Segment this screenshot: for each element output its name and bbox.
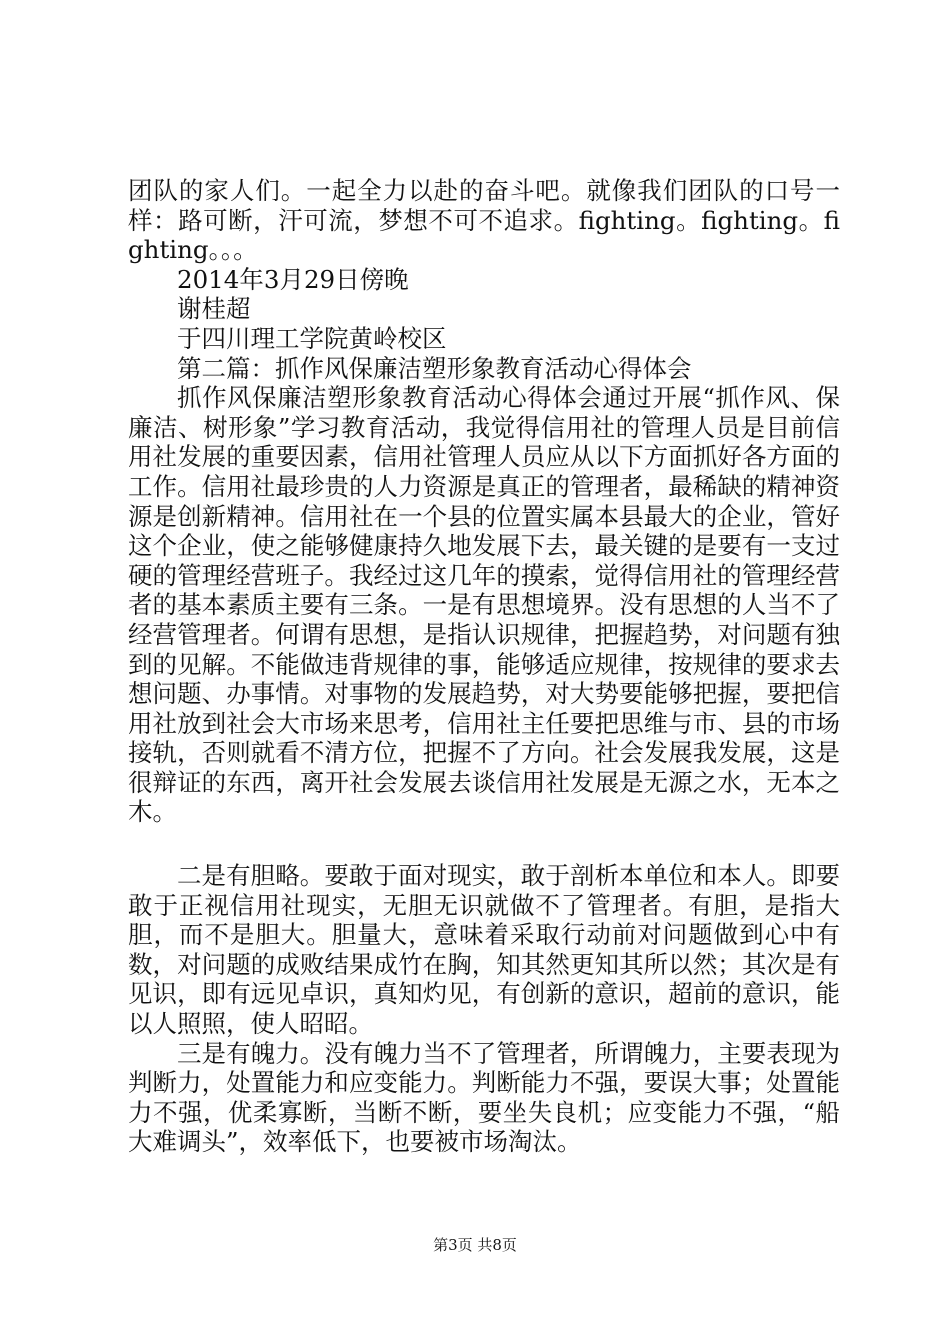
section-title: 第二篇：抓作风保廉洁塑形象教育活动心得体会 bbox=[177, 353, 692, 383]
paragraph-body-1: 抓作风保廉洁塑形象教育活动心得体会通过开展“抓作风、保廉洁、树形象”学习教育活动，我觉得信用社的管理人员是目前信用社发展的重要因素，信用社管理人员应从以下方面抓好各方面的工作。信用社最珍贵的人力资源是真正的管理者，最稀缺的精神资源是创新精神。信用社在一个县的位置实属本县最大的企业，管好这个企业，使之能够健康持久地发展下去，最关键的是要有一支过硬的管理经营班子。我经过这几年的摸索，觉得信用社的管理经营者的基本素质主要有三条。一是有思想境界。没有思想的人当不了经营管理者。何谓有思想，是指认识规律，把握趋势，对问题有独到的见解。不能做违背规律的事，能够适应规律，按规律的要求去想问题、办事情。对事物的发展趋势，对大势要能够把握，要把信用社放到社会大市场来思考，信用社主任要把思维与市、县的市场接轨，否则就看不清方位，把握不了方向。社会发展我发展，这是很辩证的东西，离开社会发展去谈信用社发展是无源之水，无本之木。 bbox=[128, 383, 840, 827]
document-body bbox=[128, 176, 840, 1157]
paragraph-location: 于四川理工学院黄岭校区 bbox=[177, 323, 447, 353]
paragraph-date: 2014年3月29日傍晚 bbox=[177, 264, 409, 294]
paragraph-body-2: 二是有胆略。要敢于面对现实，敢于剖析本单位和本人。即要敢于正视信用社现实，无胆无识就做不了管理者。有胆，是指大胆，而不是胆大。胆量大，意味着采取行动前对问题做到心中有数，对问题的成败结果成竹在胸，知其然更知其所以然；其次是有见识，即有远见卓识，真知灼见，有创新的意识，超前的意识，能以人照照，使人昭昭。 bbox=[128, 861, 840, 1039]
page-footer: 第3页 共8页 bbox=[433, 1236, 517, 1254]
paragraph-closing: 团队的家人们。一起全力以赴的奋斗吧。就像我们团队的口号一样：路可断，汗可流，梦想不可不追求。fighting。fighting。fighting。。。 bbox=[128, 176, 840, 265]
paragraph-author: 谢桂超 bbox=[177, 294, 251, 324]
paragraph-body-3: 三是有魄力。没有魄力当不了管理者，所谓魄力，主要表现为判断力，处置能力和应变能力。判断能力不强，要误大事；处置能力不强，优柔寡断，当断不断，要坐失良机；应变能力不强，“船大难调头”，效率低下，也要被市场淘汰。 bbox=[128, 1038, 840, 1157]
paragraph-gap bbox=[128, 827, 840, 861]
